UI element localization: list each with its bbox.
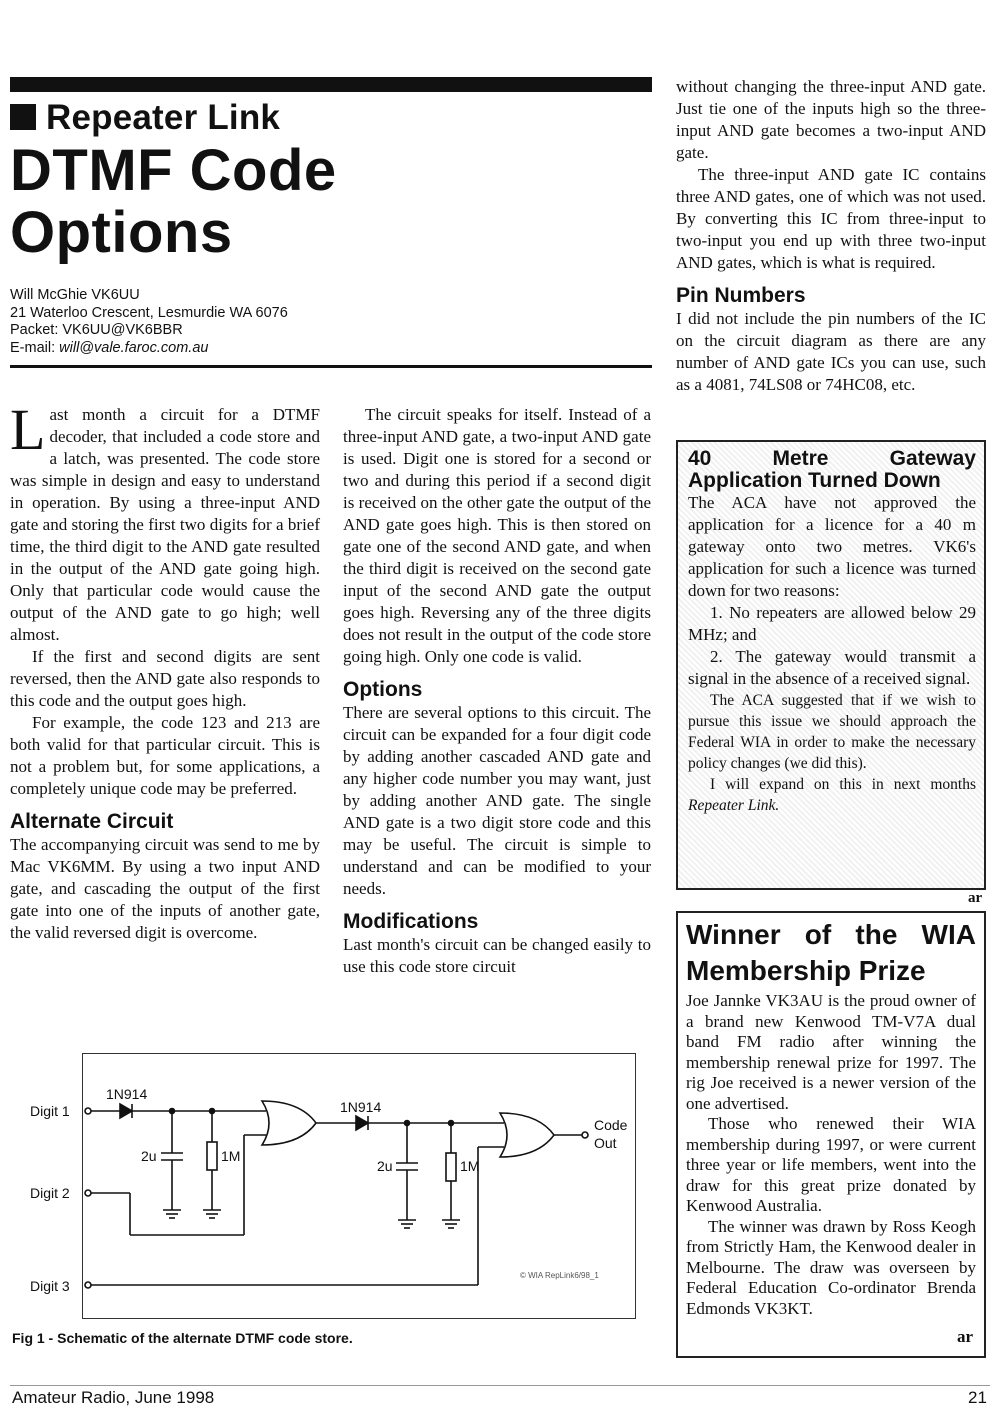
- sidebar-winner-title: Winner of the WIA Membership Prize: [686, 919, 976, 986]
- author-address: 21 Waterloo Crescent, Lesmurdie WA 6076: [10, 304, 288, 321]
- subheading-options: Options: [343, 678, 423, 701]
- end-mark: ar: [957, 1327, 974, 1346]
- cap2-label: 2u: [377, 1158, 393, 1174]
- title-line-1: DTMF Code: [10, 138, 337, 203]
- list-item: 1. No repeaters are allowed below 29 MHz; and: [688, 603, 976, 644]
- digit1-label: Digit 1: [30, 1103, 70, 1119]
- email-label: E-mail:: [10, 339, 60, 356]
- subheading-pin-numbers: Pin Numbers: [676, 284, 806, 307]
- sidebar-winner: [676, 911, 986, 1358]
- paragraph: I will expand on this in next months Repeater Link.: [688, 776, 976, 814]
- output-label-1: Code: [594, 1117, 628, 1133]
- sidebar-gateway: [676, 440, 986, 890]
- sidebar-gateway-title: 40 Metre Gateway Application Turned Down: [688, 447, 976, 492]
- article-title: [10, 140, 337, 264]
- square-bullet-icon: [10, 104, 36, 130]
- paragraph: The ACA suggested that if we wish to pursue this issue we should approach the Federal WIA in order to make the necessary policy changes (we did this).: [688, 692, 976, 772]
- digit3-label: Digit 3: [30, 1278, 70, 1294]
- end-mark: ar: [968, 890, 983, 906]
- kicker-text: Repeater Link: [46, 98, 281, 137]
- footer-rule: [10, 1385, 990, 1386]
- cap1-label: 2u: [141, 1148, 157, 1164]
- author-packet: Packet: VK6UU@VK6BBR: [10, 322, 183, 338]
- section-kicker: [10, 98, 280, 138]
- paragraph: For example, the code 123 and 213 are both valid for that particular circuit. This is not a problem but, for some applications, a completely unique code may be preferred.: [10, 713, 320, 798]
- article-column-1: [10, 397, 320, 944]
- article-column-2: [343, 404, 651, 978]
- author-name: Will McGhie VK6UU: [10, 287, 140, 303]
- figure-caption: Fig 1 - Schematic of the alternate DTMF code store.: [12, 1330, 353, 1346]
- diode2-label: 1N914: [340, 1099, 382, 1115]
- title-line-2: Options: [10, 200, 233, 265]
- paragraph: The ACA have not approved the application for a licence for a 40 m gateway onto two metres. VK6's application for such a licence was turned down for two reasons:: [688, 493, 976, 600]
- byline-separator: [10, 365, 652, 368]
- author-email-line: [10, 340, 288, 358]
- subheading-modifications: Modifications: [343, 910, 479, 933]
- paragraph: The circuit speaks for itself. Instead of a three-input AND gate, a two-input AND gate is used. Digit one is stored for a second or two and during this period if a second digit is received on the other gate the output of the AND gate goes high. This is then stored on gate one of the second AND gate, and when the third digit is received on the second gate input of the second AND gate the output goes high. Reversing any of the three digits does not result in the output of the code store going high. Only one code is valid.: [343, 405, 651, 666]
- schematic-credit: © WIA RepLink6/98_1: [520, 1271, 599, 1280]
- diode1-label: 1N914: [106, 1086, 148, 1102]
- paragraph: The three-input AND gate IC contains three AND gates, one of which was not used. By converting this IC from three-input to two-input you end up with three two-input AND gates, which is what is required.: [676, 165, 986, 272]
- schematic-diagram: [0, 1040, 660, 1330]
- paragraph: Last month's circuit can be changed easily to use this code store circuit: [343, 935, 651, 976]
- footer-publication: Amateur Radio, June 1998: [12, 1388, 215, 1407]
- paragraph: There are several options to this circuit. The circuit can be expanded for a four digit code by adding another cascaded AND gate and any higher code number you may want, just by adding another AND gate. The single AND gate is a two digit store code and this may be useful. The circuit is simple to understand and can be modified to your needs.: [343, 703, 651, 898]
- list-item: 2. The gateway would transmit a signal in the absence of a received signal.: [688, 647, 976, 688]
- digit2-label: Digit 2: [30, 1185, 70, 1201]
- header-rule: [10, 77, 652, 92]
- paragraph: without changing the three-input AND gate. Just tie one of the inputs high so the three-input AND gate becomes a two-input AND gate.: [676, 77, 986, 162]
- paragraph: If the first and second digits are sent reversed, then the AND gate also responds to this code and the output goes high.: [10, 647, 320, 710]
- article-column-3: [676, 76, 986, 396]
- paragraph: Those who renewed their WIA membership during 1997, or were current three year or life members, went into the draw for this great prize donated by Kenwood Australia.: [686, 1114, 976, 1215]
- byline: [10, 287, 288, 357]
- page-number: 21: [968, 1388, 987, 1407]
- res1-label: 1M: [221, 1148, 241, 1164]
- subheading-alternate-circuit: Alternate Circuit: [10, 810, 174, 833]
- paragraph: Last month a circuit for a DTMF decoder, that included a code store and a latch, was presented. The code store was simple in design and easy to understand in operation. By using a three-input AND gate and storing the first two digits for a brief time, the third digit to the AND gate resulted in the output of the AND gate going high. Only that particular code would cause the output of the AND gate to go high; well almost.: [10, 397, 320, 644]
- res2-label: 1M: [460, 1158, 480, 1174]
- paragraph: Joe Jannke VK3AU is the proud owner of a brand new Kenwood TM-V7A dual band FM radio after winning the membership renewal prize for 1997. The rig Joe received is a newer version of the one advertised.: [686, 991, 976, 1113]
- paragraph: The accompanying circuit was send to me by Mac VK6MM. By using a two input AND gate, and cascading the output of the first gate into one of the inputs of another gate, the valid reversed digit is overcome.: [10, 835, 320, 942]
- drop-cap: L: [10, 397, 46, 462]
- author-email: will@vale.faroc.com.au: [59, 339, 209, 356]
- paragraph: I did not include the pin numbers of the IC on the circuit diagram as there are any number of AND gate ICs you can use, such as a 4081, 74LS08 or 74HC08, etc.: [676, 309, 986, 394]
- paragraph: The winner was drawn by Ross Keogh from Strictly Ham, the Kenwood dealer in Melbourne. The draw was overseen by Federal Education Co-ordinator Brenda Edmonds VK3KT.: [686, 1216, 976, 1318]
- output-label-2: Out: [594, 1135, 617, 1151]
